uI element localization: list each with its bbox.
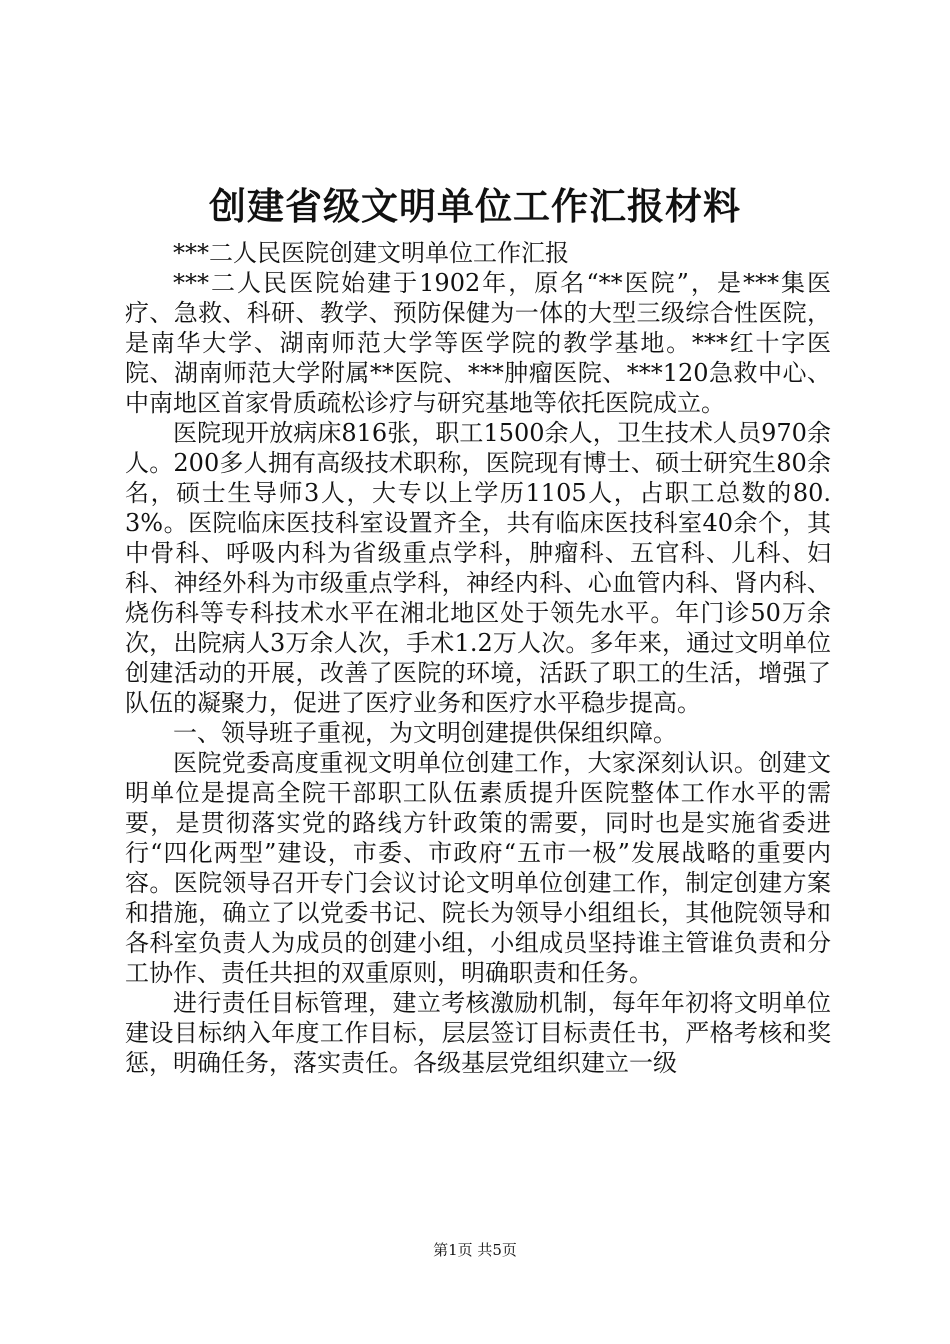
paragraph-hospital-stats: 医院现开放病床816张，职工1500余人，卫生技术人员970余人。200多人拥有高级技术职称，医院现有博士、硕士研究生80余名，硕士生导师3人，大专以上学历1105人，占职工总数的80.3%。医院临床医技科室设置齐全，共有临床医技科室40余个，其中骨科、呼吸内科为省级重点学科，肿瘤科、五官科、儿科、妇科、神经外科为市级重点学科，神经内科、心血管内科、肾内科、烧伤科等专科技术水平在湘北地区处于领先水平。年门诊50万余次，出院病人3万余人次，手术1.2万人次。多年来，通过文明单位创建活动的开展，改善了医院的环境，活跃了职工的生活，增强了队伍的凝聚力，促进了医疗业务和医疗水平稳步提高。 xyxy=(125,419,831,717)
paragraph-responsibility: 进行责任目标管理，建立考核激励机制，每年年初将文明单位建设目标纳入年度工作目标，层层签订目标责任书，严格考核和奖惩，明确任务，落实责任。各级基层党组织建立一级 xyxy=(125,989,831,1077)
document-title: 创建省级文明单位工作汇报材料 xyxy=(209,184,741,228)
paragraph-party-committee: 医院党委高度重视文明单位创建工作，大家深刻认识。创建文明单位是提高全院干部职工队伍素质提升医院整体工作水平的需要，是贯彻落实党的路线方针政策的需要，同时也是实施省委进行“四化两型”建设，市委、市政府“五市一极”发展战略的重要内容。医院领导召开专门会议讨论文明单位创建工作，制定创建方案和措施，确立了以党委书记、院长为领导小组组长，其他院领导和各科室负责人为成员的创建小组，小组成员坚持谁主管谁负责和分工协作、责任共担的双重原则，明确职责和任务。 xyxy=(125,749,831,987)
section-heading-1: 一、领导班子重视，为文明创建提供保组织障。 xyxy=(173,719,677,747)
document-body xyxy=(125,238,831,1078)
paragraph-intro: ***二人民医院始建于1902年，原名“**医院”，是***集医疗、急救、科研、教学、预防保健为一体的大型三级综合性医院，是南华大学、湖南师范大学等医学院的教学基地。***红十字医院、湖南师范大学附属**医院、***肿瘤医院、***120急救中心、中南地区首家骨质疏松诊疗与研究基地等依托医院成立。 xyxy=(125,269,831,417)
paragraph-subtitle: ***二人民医院创建文明单位工作汇报 xyxy=(173,239,569,267)
page-footer: 第1页 共5页 xyxy=(433,1241,517,1259)
